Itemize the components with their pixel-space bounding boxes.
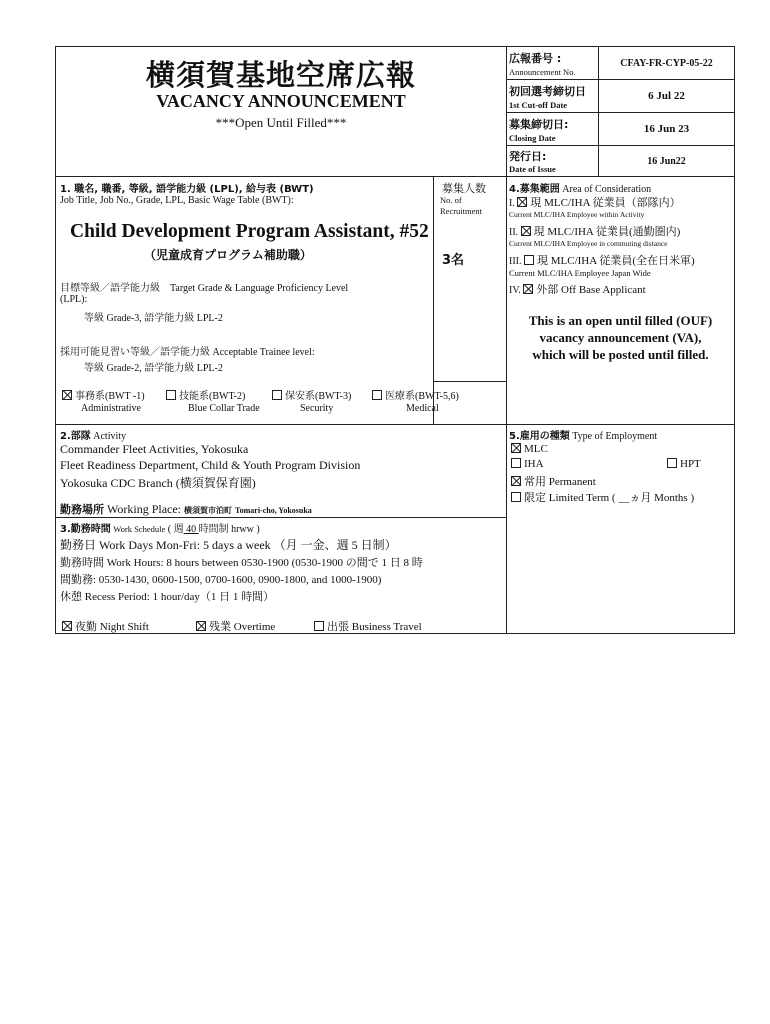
section2-heading: 2.部隊 Activity [60, 431, 127, 442]
announcement-no-value: CFAY-FR-CYP-05-22 [599, 47, 734, 80]
target-grade-label-2: (LPL): [60, 294, 88, 305]
ouf-notice-2: vacancy announcement (VA), [539, 330, 702, 345]
section-type-of-employment [507, 425, 734, 633]
cutoff-date-value: 6 Jul 22 [599, 80, 734, 113]
open-until-filled: ***Open Until Filled*** [215, 115, 347, 130]
medical-checkbox[interactable] [372, 390, 382, 400]
title-english: VACANCY ANNOUNCEMENT [156, 91, 406, 111]
section1-heading: 1. 職名, 職番, 等級, 語学能力級 (LPL), 給与表 (BWT) [60, 184, 314, 195]
recess-period: 休憩 Recess Period: 1 hour/day（1 日 1 時間） [60, 591, 275, 603]
administrative-checkbox[interactable] [62, 390, 72, 400]
target-grade-label: 目標等級／語学能力級 Target Grade & Language Proficiency Level [60, 283, 349, 294]
job-title: Child Development Program Assistant, #52 [70, 221, 429, 242]
work-days: 勤務日 Work Days Mon-Fri: 5 days a week （月 一金、週 5 日制） [60, 538, 397, 552]
overtime-checkbox[interactable] [196, 621, 206, 631]
category-medical[interactable]: 医療系(BWT-5,6) [372, 387, 459, 402]
mlc-checkbox[interactable] [511, 443, 521, 453]
section3-heading: 3.勤務時間 Work Schedule ( 週 40 時間制 hrww ) [60, 524, 260, 535]
employment-hpt[interactable]: HPT [667, 458, 701, 470]
area-item-4[interactable]: IV. 外部 Off Base Applicant [509, 284, 646, 296]
area-item-3[interactable]: III. 現 MLC/IHA 従業員(全在日米軍) [509, 255, 695, 267]
area-2-checkbox[interactable] [521, 226, 531, 236]
area-item-2[interactable]: II. 現 MLC/IHA 従業員(通勤圏内) [509, 226, 681, 238]
employment-limited-term[interactable]: 限定 Limited Term ( __ヵ月 Months ) [511, 489, 694, 505]
section1-subheading: Job Title, Job No., Grade, LPL, Basic Wage Table (BWT): [60, 195, 294, 206]
employment-mlc[interactable]: MLC [511, 443, 548, 455]
category-blue-collar[interactable]: 技能系(BWT-2) [166, 387, 245, 402]
header-title-block [56, 47, 507, 177]
activity-line-2: Fleet Readiness Department, Child & Youth Program Division [60, 458, 361, 472]
section5-heading: 5.雇用の種類 Type of Employment [509, 431, 658, 442]
option-business-travel[interactable]: 出張 Business Travel [314, 618, 422, 634]
area-3-checkbox[interactable] [524, 255, 534, 265]
issue-date-label: 発行日: Date of Issue [507, 146, 599, 177]
area-4-checkbox[interactable] [523, 284, 533, 294]
employment-iha[interactable]: IHA [511, 458, 544, 470]
limited-term-checkbox[interactable] [511, 492, 521, 502]
ouf-notice-1: This is an open until filled (OUF) [528, 313, 713, 328]
activity-line-1: Commander Fleet Activities, Yokosuka [60, 442, 249, 456]
business-travel-checkbox[interactable] [314, 621, 324, 631]
closing-date-label: 募集締切日: Closing Date [507, 113, 599, 146]
working-place: 勤務場所 Working Place: 横須賀市泊町 Tomari-cho, Yokosuka [60, 502, 312, 516]
recruitment-count-cell: 募集人数 No. of Recruitment 3名 [434, 177, 507, 382]
ouf-notice-3: which will be posted until filled. [532, 347, 709, 362]
section-area-of-consideration: 4.募集範囲 Area of Consideration I. 現 MLC/IHA 従業員（部隊内） Current MLC/IHA Employee within Activity II. 現 MLC/IHA 従業員(通勤圏内) Current MLC/IHA Employee in commuting distance III. 現 MLC/IHA 従業員(全在日米軍) Current MLC/IHA Employee Japan Wide IV. 外部 Off Base Applicant This is an open until filled (OUF) vacancy announcement (VA), which will be posted until filled. [507, 177, 734, 425]
iha-checkbox[interactable] [511, 458, 521, 468]
title-japanese: 横須賀基地空席広報 [145, 58, 416, 92]
area-item-1[interactable]: I. 現 MLC/IHA 従業員（部隊内） [509, 197, 681, 209]
section-activity [56, 425, 507, 518]
section-work-schedule [56, 518, 507, 633]
category-administrative[interactable]: 事務系(BWT -1) [62, 387, 145, 402]
hpt-checkbox[interactable] [667, 458, 677, 468]
security-checkbox[interactable] [272, 390, 282, 400]
vacancy-announcement-form [55, 46, 735, 634]
announcement-no-label: 広報番号 : Announcement No. [507, 47, 599, 80]
job-title-jp: （児童成育プログラム補助職） [144, 248, 312, 262]
category-security[interactable]: 保安系(BWT-3) [272, 387, 351, 402]
work-hours-2: 間勤務: 0530-1430, 0600-1500, 0700-1600, 0900-1800, and 1000-1900) [60, 574, 382, 586]
closing-date-value: 16 Jun 23 [599, 113, 734, 146]
blue-collar-checkbox[interactable] [166, 390, 176, 400]
area-1-checkbox[interactable] [517, 197, 527, 207]
issue-date-value: 16 Jun22 [647, 156, 686, 167]
recruitment-count: 3名 [442, 253, 465, 268]
trainee-level-value: 等級 Grade-2, 語学能力級 LPL-2 [84, 363, 223, 374]
bwt-category-row: 事務系(BWT -1) Administrative 技能系(BWT-2) Blue Collar Trade 保安系(BWT-3) Security 医療系(BWT-5,6) Medical [56, 382, 507, 425]
section4-heading: 4.募集範囲 Area of Consideration [509, 184, 652, 195]
trainee-level-label: 採用可能見習い等級／語学能力級 Acceptable Trainee level: [60, 347, 315, 358]
cutoff-date-label: 初回選考締切日 1st Cut-off Date [507, 80, 599, 113]
night-shift-checkbox[interactable] [62, 621, 72, 631]
option-night-shift[interactable]: 夜勤 Night Shift [62, 618, 149, 634]
target-grade-value: 等級 Grade-3, 語学能力級 LPL-2 [84, 313, 223, 324]
activity-line-3: Yokosuka CDC Branch (横須賀保育園) [60, 476, 256, 490]
work-hours-1: 勤務時間 Work Hours: 8 hours between 0530-1900 (0530-1900 の間で 1 日 8 時 [60, 557, 423, 569]
option-overtime[interactable]: 残業 Overtime [196, 618, 275, 634]
announcement-info-block [507, 47, 734, 177]
permanent-checkbox[interactable] [511, 476, 521, 486]
employment-permanent[interactable]: 常用 Permanent [511, 473, 596, 489]
